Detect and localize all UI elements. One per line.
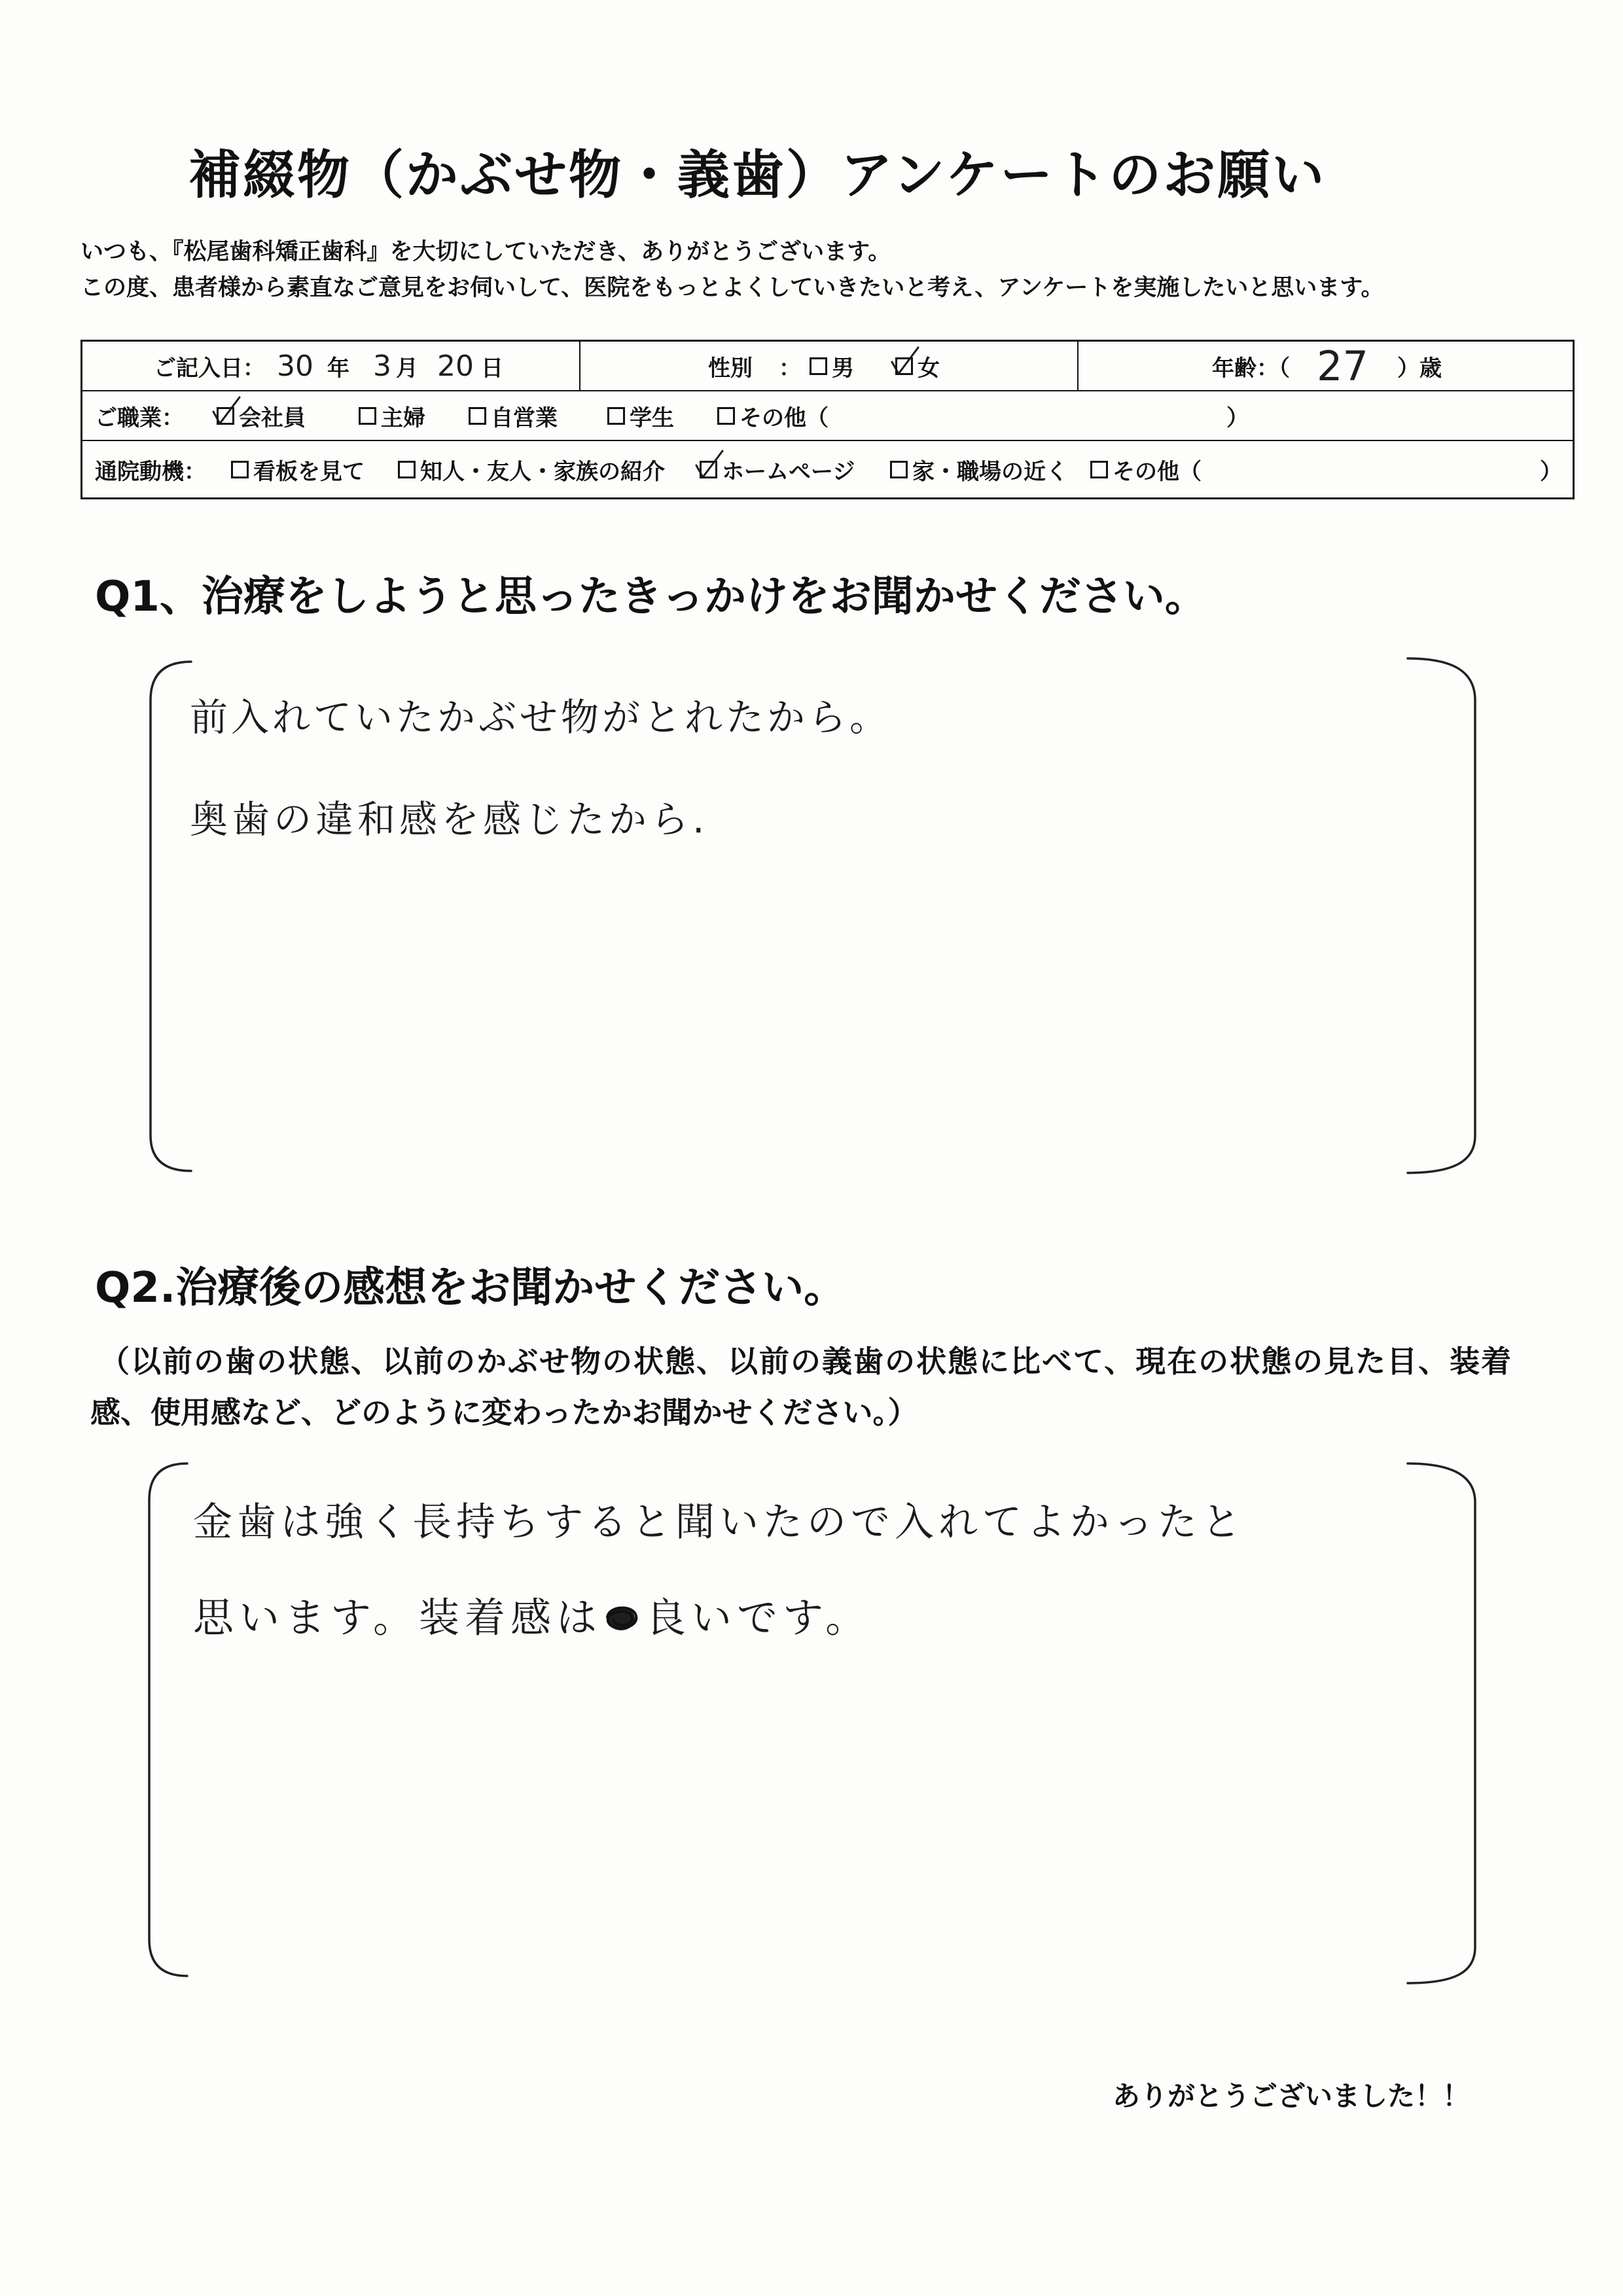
option-label: 男 [832,355,854,382]
handwritten-answer-line: 金歯は強く長持ちすると聞いたので入れてよかったと [193,1499,1245,1545]
age-label: 年齢：（ [1212,355,1290,382]
occupation-option [607,391,674,440]
q2-heading: Q2.治療後の感想をお聞かせください。 [95,1264,846,1312]
option-label: 女 [918,355,940,382]
age-suffix: ）歳 [1397,355,1442,382]
checkbox [717,407,735,425]
page-title: 補綴物（かぶせ物・義歯）アンケートのお願い [188,145,1327,206]
option-label: その他（ [740,404,829,431]
option-label: 看板を見て [253,458,365,485]
checkbox [700,461,717,478]
handwritten-check-icon [888,346,921,379]
checkbox [607,407,625,425]
day-unit: 日 [481,355,503,382]
right-bracket [1408,658,1475,1173]
checkbox [890,461,908,478]
date-label: ご記入日： [154,355,265,382]
visit-reason-label: 通院動機： [95,458,206,485]
q2-note-line: 感、使用感など、どのように変わったかお聞かせください。） [90,1395,918,1430]
cell-divider [1077,342,1079,390]
visit-reason-option [700,441,855,497]
handwritten-month: 3 [373,349,391,383]
handwritten-answer-line: 前入れていたかぶせ物がとれたから。 [190,695,891,740]
checkbox [217,407,234,425]
gender-option-male [810,342,854,390]
option-label: 会社員 [239,404,306,431]
answer-text: 思います。装着感は [193,1594,603,1641]
other-close-paren: ） [1540,458,1562,485]
visit-reason-option-other [1090,441,1202,497]
visit-reason-option [398,441,665,497]
info-row-date-gender-age [82,342,1573,391]
checkbox [398,461,416,478]
cell-divider [579,342,580,390]
year-unit: 年 [327,355,349,382]
left-bracket [149,1463,187,1976]
gender-option-female [895,342,940,390]
right-bracket [1408,1463,1475,1983]
answer-text: 良いです。 [645,1594,872,1641]
handwritten-age: 27 [1317,342,1368,390]
checkbox [810,357,827,375]
option-label: 学生 [630,404,674,431]
option-label: ホームページ [722,458,855,485]
checkbox [359,407,376,425]
month-unit: 月 [396,355,418,382]
left-bracket [151,662,191,1171]
option-label: 自営業 [491,404,558,431]
q1-answer-area [147,655,1482,1178]
handwritten-answer-line: 奥歯の違和感を感じたから. [190,797,709,842]
option-label: その他（ [1113,458,1202,485]
gender-label: 性別 [708,355,753,382]
info-row-visit-reason [82,441,1573,497]
other-close-paren: ） [1226,404,1249,431]
option-label: 家・職場の近く [912,458,1068,485]
checkbox [1090,461,1108,478]
occupation-option [359,391,425,440]
q2-note-line: （以前の歯の状態、以前のかぶせ物の状態、以前の義歯の状態に比べて、現在の状態の見た目、装着 [99,1344,1513,1379]
scribble-mark-icon [602,1600,640,1636]
intro-line: いつも、『松尾歯科矯正歯科』を大切にしていただき、ありがとうございます。 [80,239,891,265]
visit-reason-option [231,441,365,497]
occupation-label: ご職業： [95,404,184,431]
intro-line: この度、患者様から素直なご意見をお伺いして、医院をもっとよくしていきたいと考え、アンケートを実施したいと思います。 [80,275,1384,301]
option-label: 知人・友人・家族の紹介 [420,458,665,485]
handwritten-day: 20 [437,349,474,383]
respondent-info-table [80,340,1575,499]
checkbox [231,461,249,478]
closing-message: ありがとうございました！！ [1113,2080,1471,2112]
occupation-option [469,391,558,440]
q2-answer-area [146,1460,1481,1987]
handwritten-check-icon [209,396,242,429]
occupation-option [217,391,306,440]
gender-separator: ： [779,355,801,382]
checkbox [895,357,913,375]
q1-heading: Q1、治療をしようと思ったきっかけをお聞かせください。 [95,573,1207,621]
info-row-occupation [82,391,1573,441]
option-label: 主婦 [381,404,425,431]
occupation-option-other [717,391,829,440]
visit-reason-option [890,441,1068,497]
handwritten-check-icon [692,450,725,482]
handwritten-answer-line [193,1594,871,1642]
handwritten-year: 30 [277,349,313,383]
checkbox [469,407,486,425]
